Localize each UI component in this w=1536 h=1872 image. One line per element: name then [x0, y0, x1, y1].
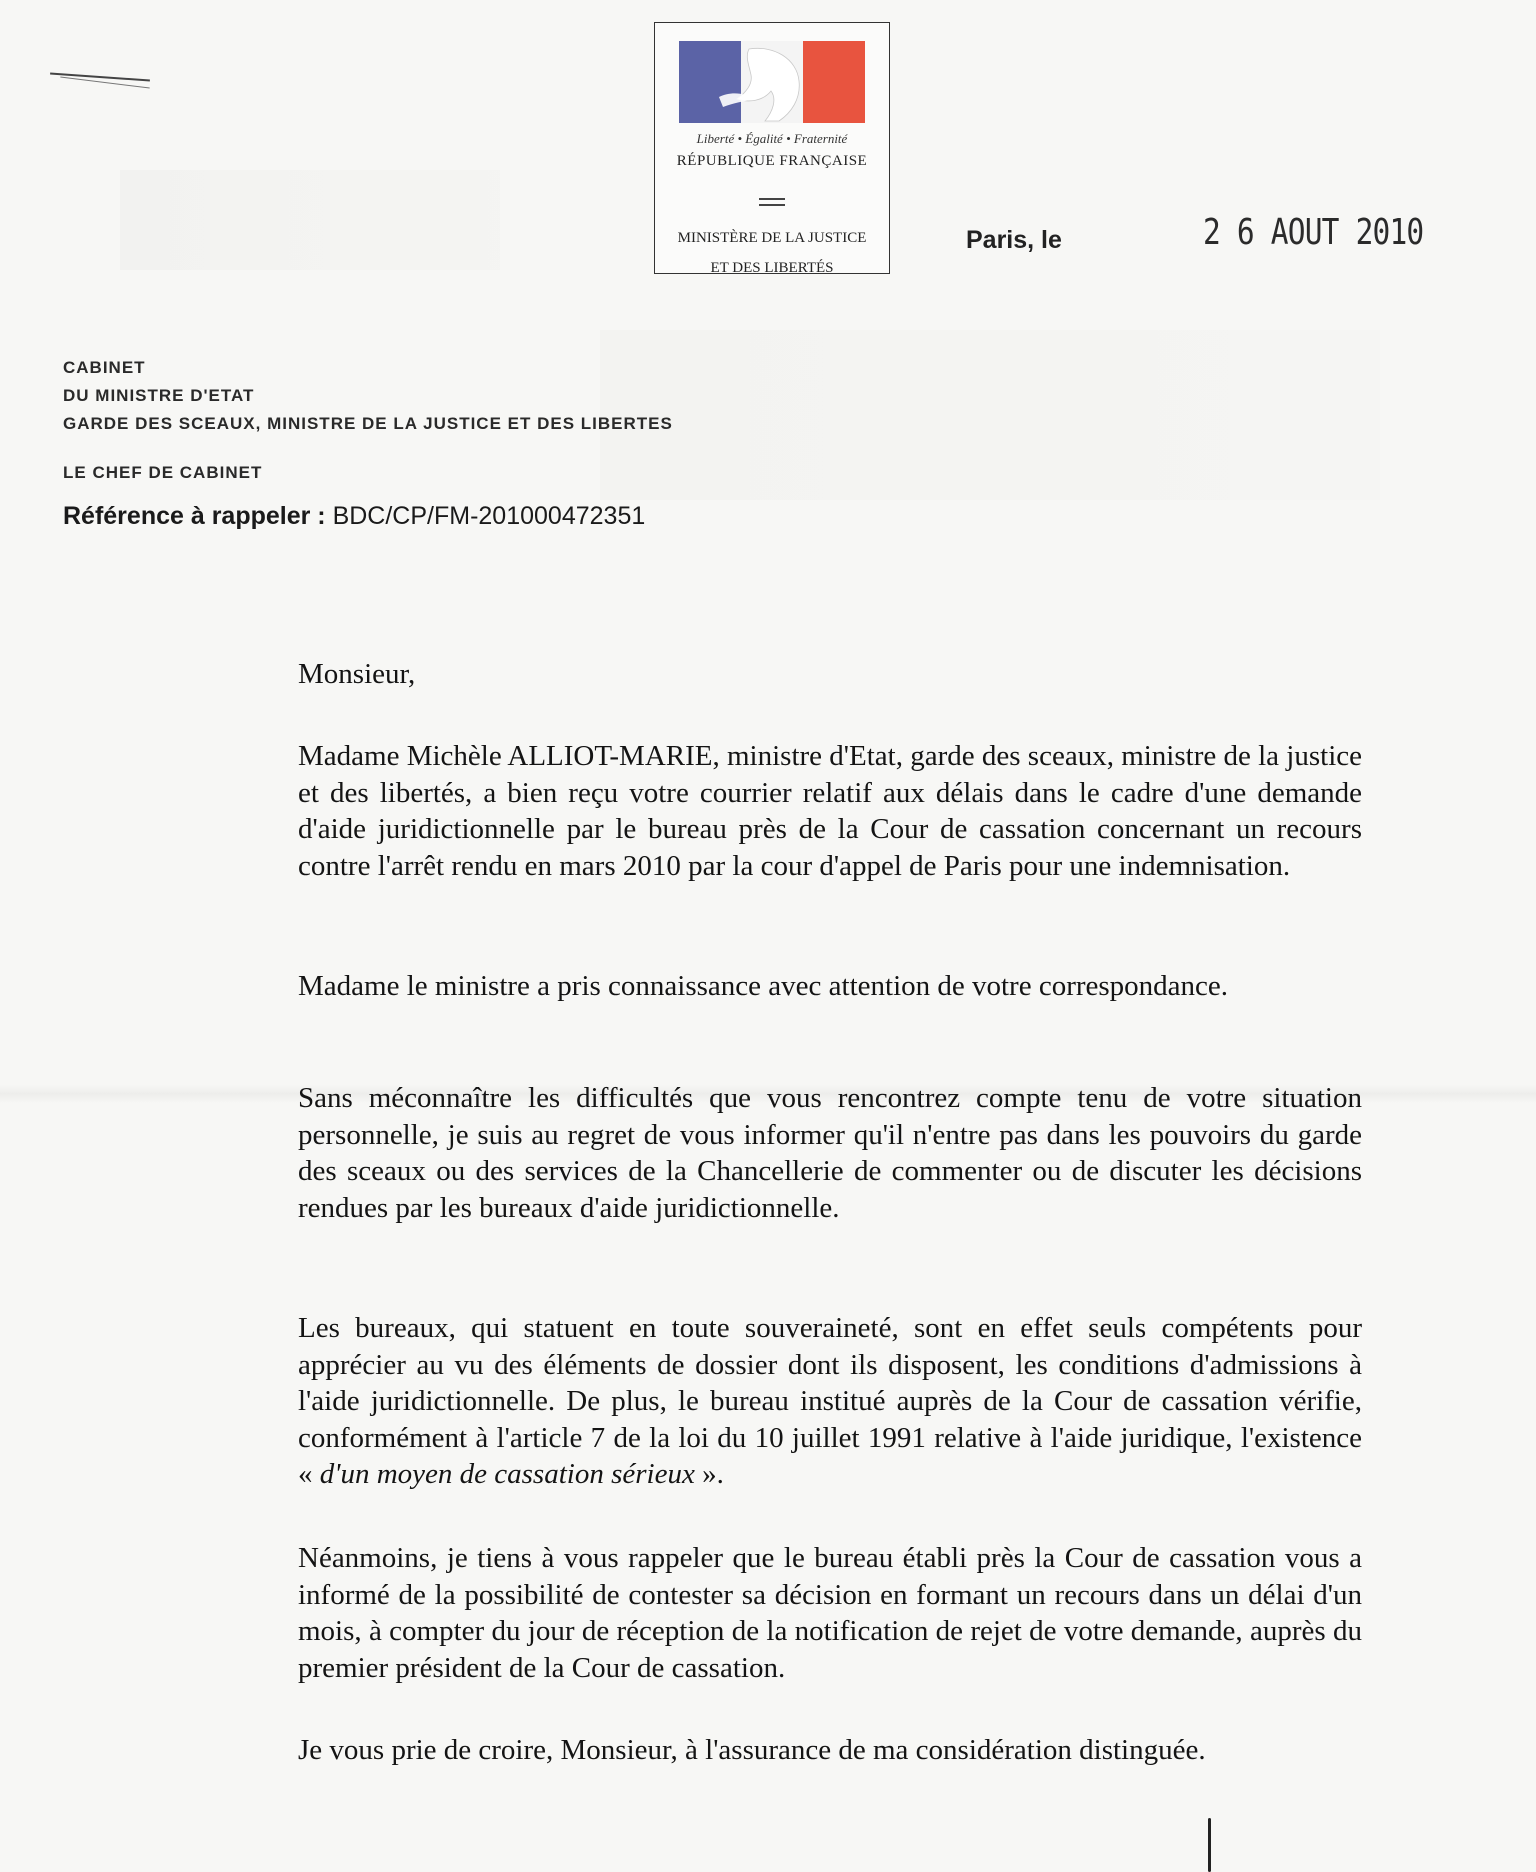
closing: Je vous prie de croire, Monsieur, à l'assurance de ma considération distinguée. [298, 1734, 1206, 1766]
logo-ministry-line2: ET DES LIBERTÉS [710, 260, 834, 276]
paragraph-3: Sans méconnaître les difficultés que vous rencontrez compte tenu de votre situation personnelle, je suis au regret de vous informer qu'il n'entre pas dans les pouvoirs du garde des sceaux ou des services de la Chancellerie de commenter ou de discuter les décisions rendues par les bureaux d'aide juridictionnelle. [298, 1082, 1362, 1224]
logo-ministry [655, 223, 889, 283]
paragraph-5: Néanmoins, je tiens à vous rappeler que le bureau établi près la Cour de cassation vous a informé de la possibilité de contester sa décision en formant un recours dans un délai d'un mois, à compter du jour de réception de la notification de rejet de votre demande, auprès du premier président de la Cour de cassation. [298, 1542, 1362, 1684]
marianne-logo [654, 22, 890, 274]
logo-divider [759, 204, 785, 206]
paragraph-2: Madame le ministre a pris connaissance avec attention de votre correspondance. [298, 970, 1229, 1002]
paragraph-4-end: ». [694, 1458, 724, 1490]
sender-chef: LE CHEF DE CABINET [63, 463, 263, 482]
bleed-through-shadow [120, 170, 500, 270]
sender-line2: DU MINISTRE D'ETAT [63, 386, 255, 405]
sender-line3: GARDE DES SCEAUX, MINISTRE DE LA JUSTICE ET DES LIBERTES [63, 414, 673, 433]
signature-stroke [1208, 1818, 1211, 1872]
paragraph-4 [298, 1310, 1362, 1493]
paragraph-1: Madame Michèle ALLIOT-MARIE, ministre d'Etat, garde des sceaux, ministre de la justice et des libertés, a bien reçu votre courrier relatif aux délais dans le cadre d'une demande d'aide juridictionnelle par le bureau près de la Cour de cassation concernant un recours contre l'arrêt rendu en mars 2010 par la cour d'appel de Paris pour une indemnisation. [298, 740, 1362, 882]
reference-line [63, 502, 645, 531]
reference-label: Référence à rappeler : [63, 502, 326, 530]
sender-line1: CABINET [63, 358, 146, 377]
salutation: Monsieur, [298, 658, 416, 690]
logo-motto: Liberté • Égalité • Fraternité [696, 131, 848, 146]
logo-republic: RÉPUBLIQUE FRANÇAISE [676, 153, 868, 169]
sender-block [63, 354, 673, 438]
logo-ministry-line1: MINISTÈRE DE LA JUSTICE [677, 230, 867, 246]
dateline-place: Paris, le [966, 226, 1062, 254]
reference-value: BDC/CP/FM-201000472351 [332, 502, 646, 530]
paragraph-4-text: Les bureaux, qui statuent en toute souveraineté, sont en effet seuls compétents pour apprécier au vu des éléments de dossier dont ils disposent, les conditions d'admissions à l'aide juridictionnelle. De plus, le bureau institué auprès de la Cour de cassation vérifie, conformément à l'article 7 de la loi du 10 juillet 1991 relative à l'aide juridique, l'existence « [298, 1312, 1362, 1490]
date-stamp: 2 6 AOUT 2010 [1203, 212, 1424, 253]
bleed-through-shadow [600, 330, 1380, 500]
logo-divider [759, 198, 785, 200]
marianne-flag-icon [679, 41, 865, 123]
paragraph-4-quote: d'un moyen de cassation sérieux [319, 1458, 695, 1490]
